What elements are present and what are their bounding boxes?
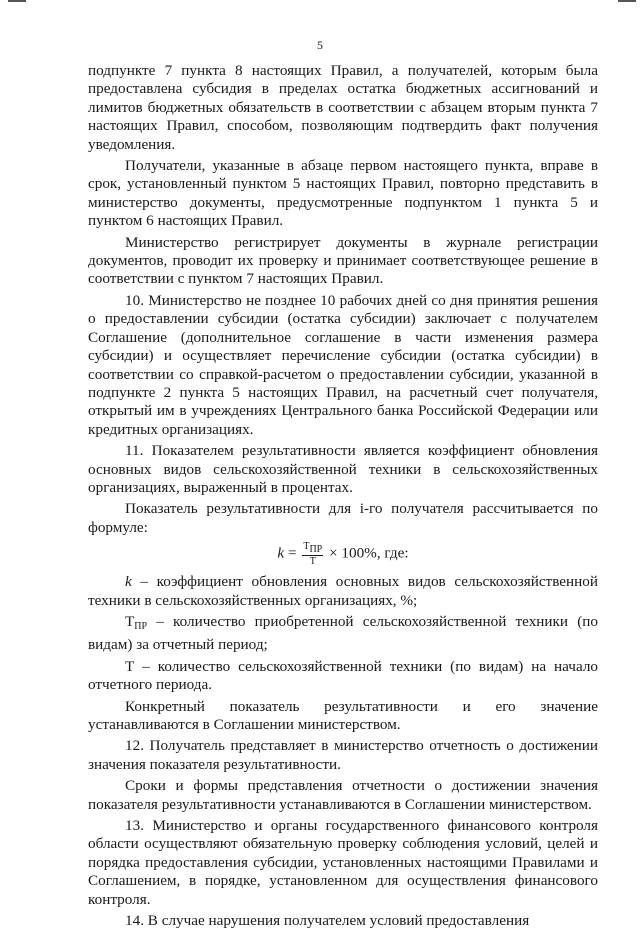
formula-denominator: Т	[309, 556, 316, 568]
document-body	[88, 62, 598, 933]
paragraph: Конкретный показатель результативности и его значение устанавливаются в Соглашении министерством.	[88, 697, 598, 733]
formula-numerator: ТПР	[303, 541, 323, 556]
paragraph: 14. В случае нарушения получателем условий предоставления	[125, 912, 530, 930]
definition-symbol-sub: ПР	[134, 620, 148, 632]
definition-text: – количество сельскохозяйственной техники (по видам) на начало отчетного периода.	[88, 657, 598, 694]
formula-tail: × 100%, где:	[329, 544, 409, 562]
paragraph: 12. Получатель представляет в министерство отчетность о достижении значения показателя результативности.	[88, 737, 598, 773]
definition-symbol: k	[125, 573, 132, 591]
paragraph: 11. Показателем результативности является коэффициент обновления основных видов сельскохозяйственной техники в сельскохозяйственных организациях, выраженный в процентах.	[88, 442, 598, 496]
definition-text: – коэффициент обновления основных видов сельскохозяйственной техники в сельскохозяйственных организациях, %;	[88, 573, 598, 609]
definition-symbol: Т	[125, 612, 135, 630]
paragraph: Министерство регистрирует документы в журнале регистрации документов, проводит их проверку и принимает соответствующее решение в соответствии с пунктом 7 настоящих Правил.	[88, 233, 598, 288]
paragraph: 13. Министерство и органы государственного финансового контроля области осуществляют обязательную проверку соблюдения условий, целей и порядка предоставления субсидии, установленных настоящими Правилами и Соглашением, в порядке, установленном для осуществления финансового контроля.	[88, 817, 598, 908]
scan-edge-mark-right	[618, 0, 636, 2]
paragraph: Показатель результативности для i-го получателя рассчитывается по формуле:	[88, 500, 598, 536]
page-number: 5	[317, 38, 323, 52]
definition	[88, 573, 598, 610]
formula-fraction	[302, 541, 323, 567]
formula-equals: =	[287, 544, 297, 562]
paragraph: подпункте 7 пункта 8 настоящих Правил, а получателей, которым была предоставлена субсидия в пределах остатка бюджетных ассигнований и лимитов бюджетных обязательств в соответствии с абзацем вторым пункта 7 настоящих Правил, способом, позволяющим подтвердить факт получения уведомления.	[88, 62, 598, 153]
formula	[88, 541, 598, 567]
formula-lhs: k	[277, 544, 285, 562]
definition-text: – количество приобретенной сельскохозяйственной техники (по видам) за отчетный период;	[88, 612, 598, 654]
scan-edge-mark-left	[8, 0, 26, 2]
definition	[88, 613, 598, 655]
definition	[88, 658, 598, 695]
paragraph: Получатели, указанные в абзаце первом настоящего пункта, вправе в срок, установленный пунктом 5 настоящих Правил, повторно представить в министерство документы, предусмотренные подпунктом 1 пункта 5 и пунктом 6 настоящих Правил.	[88, 157, 598, 230]
paragraph: 10. Министерство не позднее 10 рабочих дней со дня принятия решения о предоставлении субсидии (остатка субсидии) заключает с получателем Соглашение (дополнительное соглашение в части изменения размера субсидии) и осуществляет перечисление субсидии (остатка субсидии) в соответствии со справкой-расчетом о предоставлении субсидии, указанной в подпункте 2 пункта 5 настоящих Правил, на расчетный счет получателя, открытый им в учреждениях Центрального банка Российской Федерации или кредитных организациях.	[88, 291, 598, 438]
definition-symbol: Т	[125, 657, 135, 675]
paragraph: Сроки и формы представления отчетности о достижении значения показателя результативности устанавливаются в Соглашении министерством.	[88, 777, 598, 813]
